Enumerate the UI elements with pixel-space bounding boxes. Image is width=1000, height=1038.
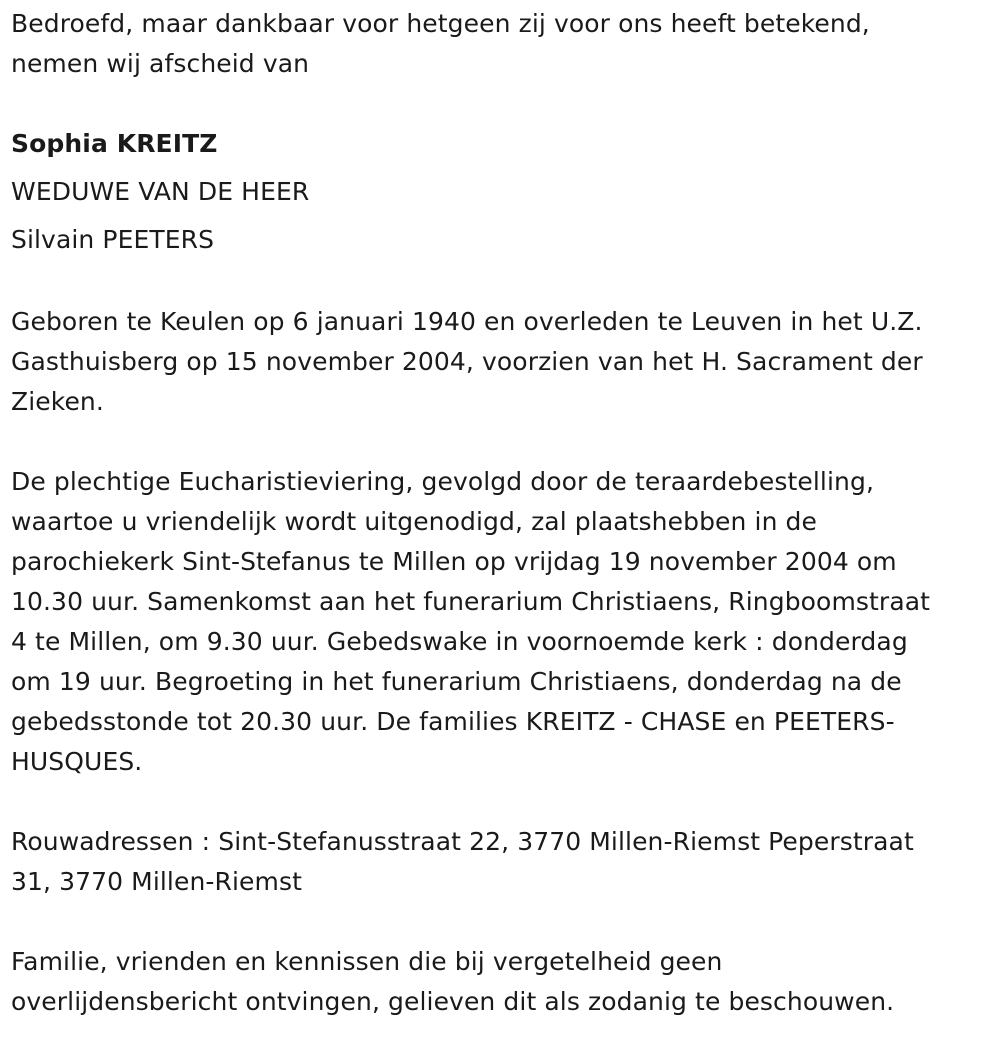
mourning-address-paragraph	[11, 822, 986, 902]
address-line: Rouwadressen : Sint-Stefanusstraat 22, 3770 Millen-Riemst Peperstraat	[11, 827, 914, 856]
ceremony-line: De plechtige Eucharistieviering, gevolgd door de teraardebestelling,	[11, 467, 874, 496]
intro-line: nemen wij afscheid van	[11, 49, 310, 78]
birth-death-line: Geboren te Keulen op 6 januari 1940 en overleden te Leuven in het U.Z.	[11, 307, 923, 336]
deceased-name: Sophia KREITZ	[11, 129, 218, 158]
intro-line: Bedroefd, maar dankbaar voor hetgeen zij voor ons heeft betekend,	[11, 9, 870, 38]
family-note-line: overlijdensbericht ontvingen, gelieven dit als zodanig te beschouwen.	[11, 987, 895, 1016]
birth-death-line: Zieken.	[11, 387, 104, 416]
ceremony-line: waartoe u vriendelijk wordt uitgenodigd, zal plaatshebben in de	[11, 507, 818, 536]
ceremony-line: 4 te Millen, om 9.30 uur. Gebedswake in voornoemde kerk : donderdag	[11, 627, 908, 656]
ceremony-line: 10.30 uur. Samenkomst aan het funerarium Christiaens, Ringboomstraat	[11, 587, 931, 616]
ceremony-line: parochiekerk Sint-Stefanus te Millen op vrijdag 19 november 2004 om	[11, 547, 897, 576]
widow-title: WEDUWE VAN DE HEER	[11, 177, 310, 206]
birth-death-line: Gasthuisberg op 15 november 2004, voorzien van het H. Sacrament der	[11, 347, 923, 376]
family-note-line: Familie, vrienden en kennissen die bij vergetelheid geen	[11, 947, 723, 976]
spouse-name: Silvain PEETERS	[11, 225, 215, 254]
ceremony-paragraph	[11, 462, 991, 782]
address-line: 31, 3770 Millen-Riemst	[11, 867, 303, 896]
intro-paragraph	[11, 4, 986, 84]
ceremony-line: om 19 uur. Begroeting in het funerarium Christiaens, donderdag na de	[11, 667, 902, 696]
ceremony-line: HUSQUES.	[11, 747, 143, 776]
ceremony-line: gebedsstonde tot 20.30 uur. De families KREITZ - CHASE en PEETERS-	[11, 707, 895, 736]
birth-death-paragraph	[11, 302, 986, 422]
family-note-paragraph	[11, 942, 986, 1022]
